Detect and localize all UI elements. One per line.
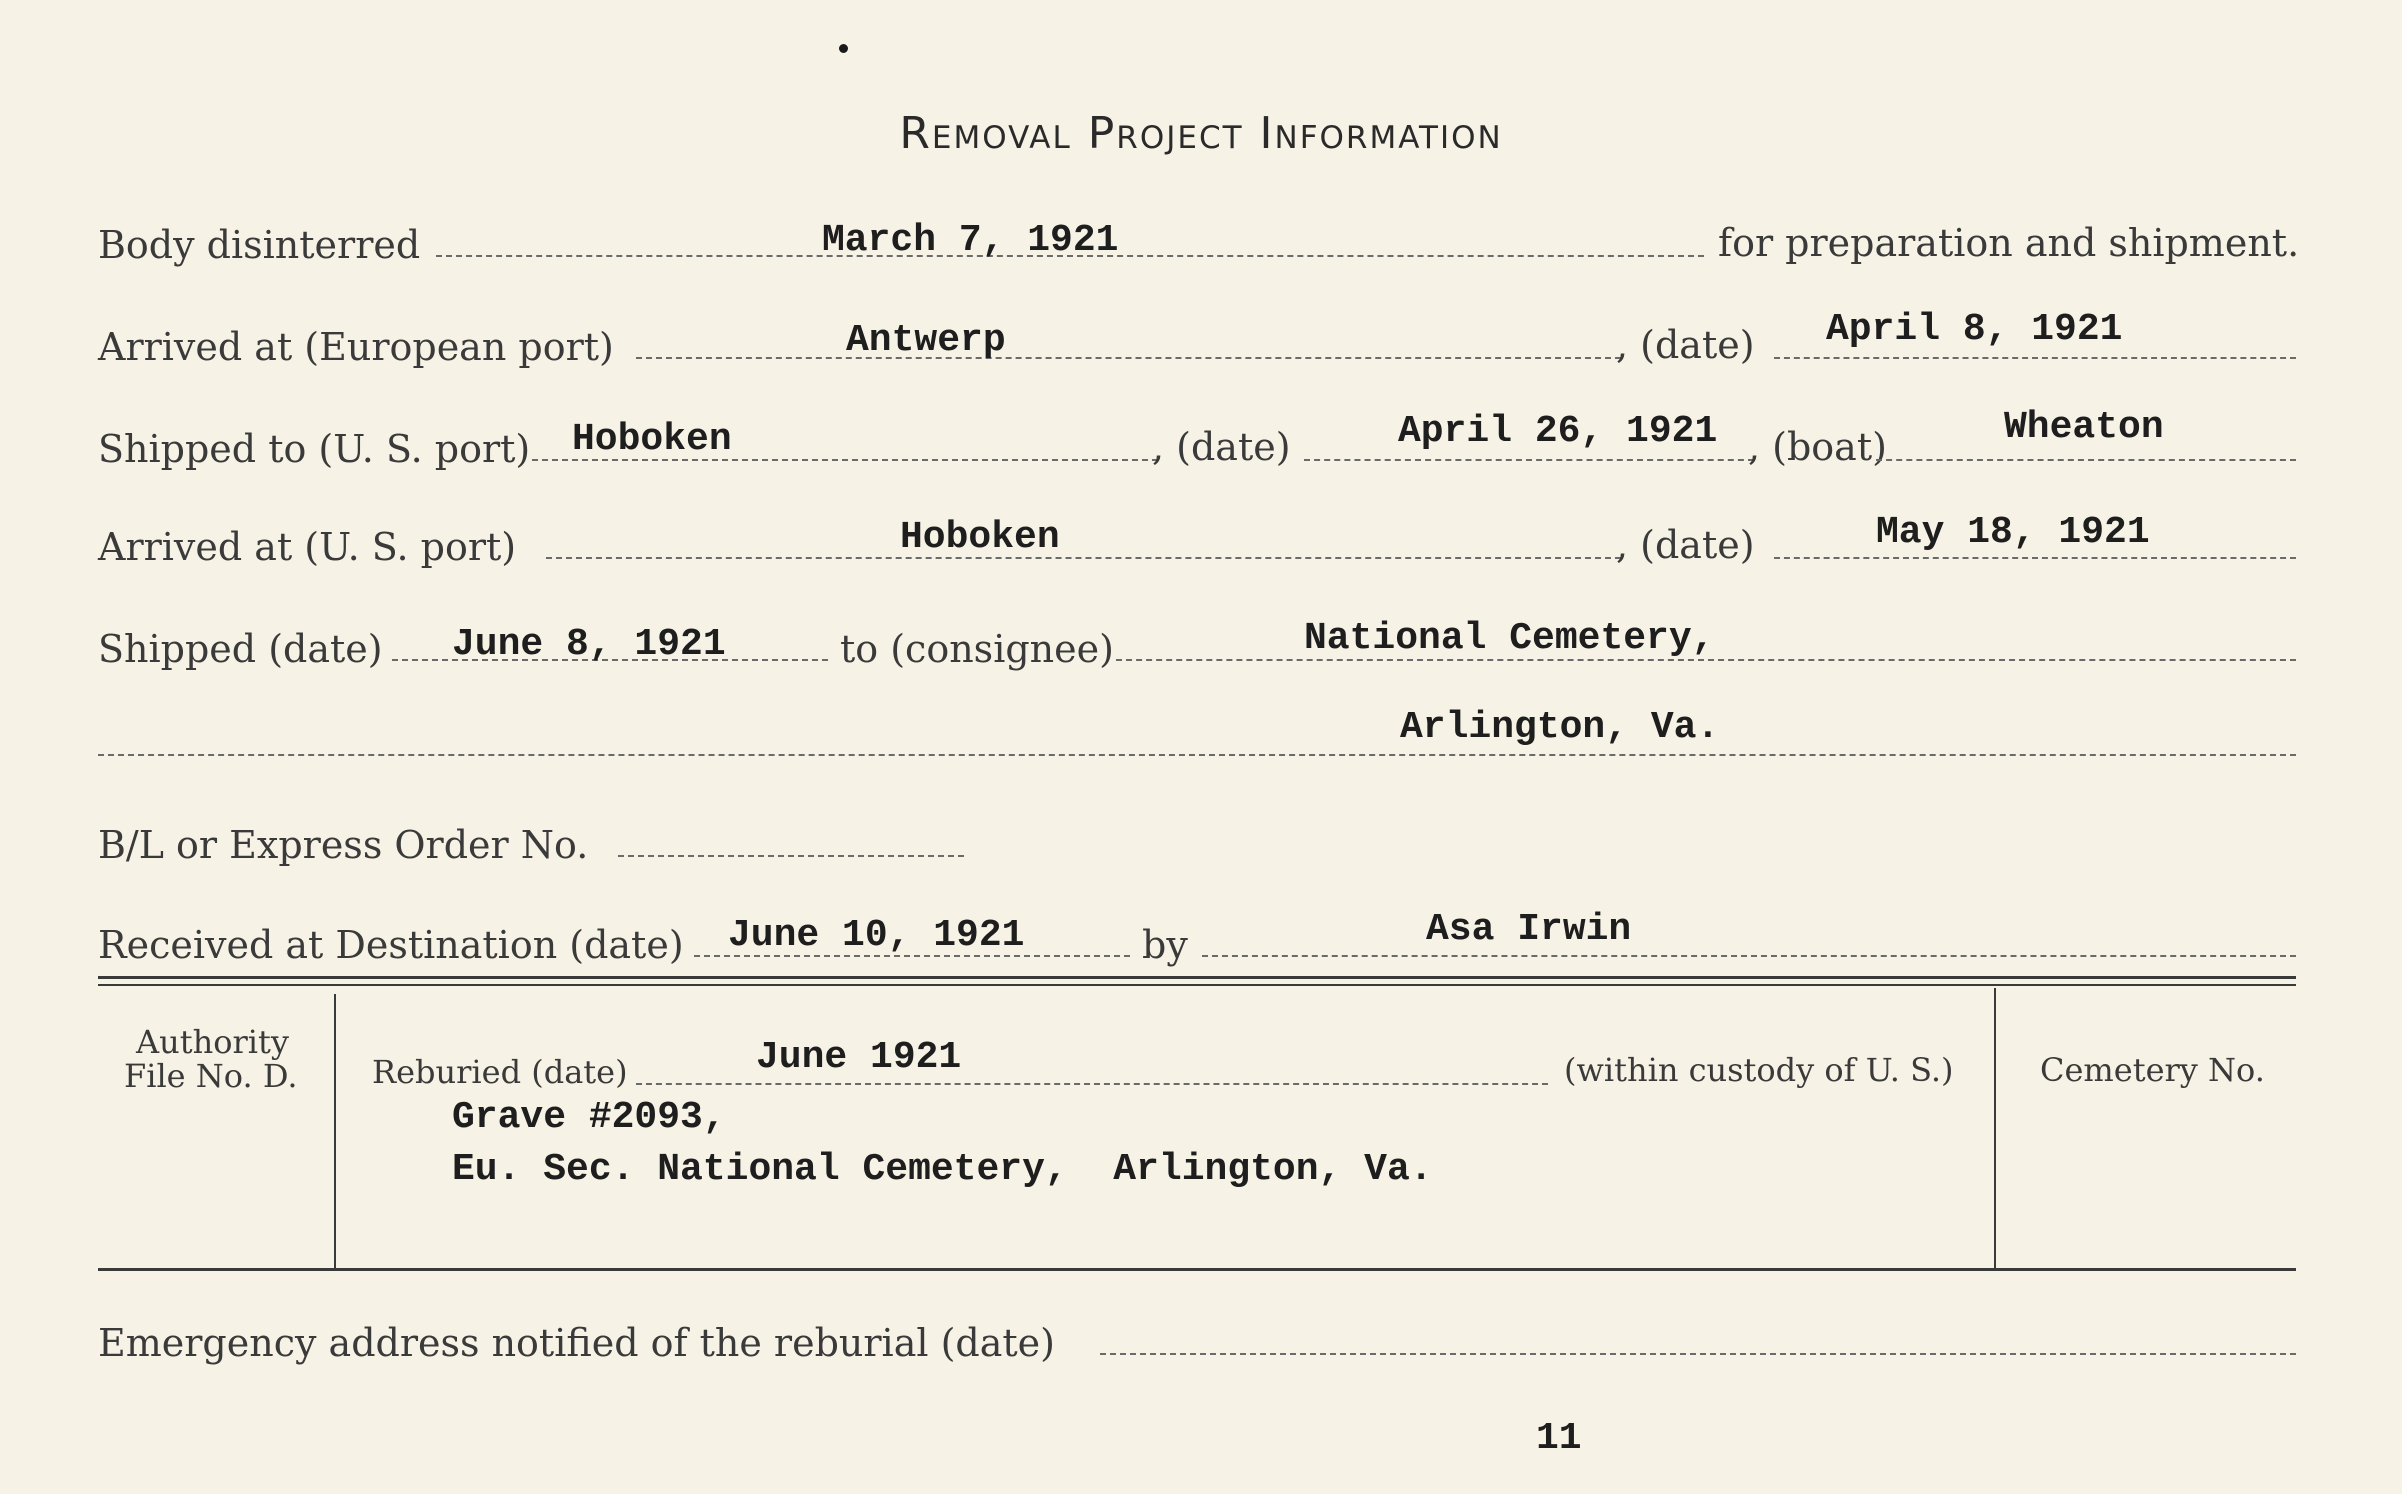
arrived-us-date-label: , (date) bbox=[1616, 523, 1755, 567]
box-divider-left bbox=[334, 994, 336, 1268]
cemetery-no-label: Cemetery No. bbox=[2040, 1051, 2265, 1089]
received-by-line bbox=[1202, 955, 2296, 957]
arrived-europe-value: Antwerp bbox=[846, 319, 1006, 362]
consignee-2: Arlington, Va. bbox=[1400, 706, 1720, 749]
arrived-europe-date: April 8, 1921 bbox=[1826, 308, 2123, 351]
received-date: June 10, 1921 bbox=[728, 914, 1025, 957]
page-mark: 11 bbox=[1536, 1417, 1582, 1460]
arrived-europe-line bbox=[636, 357, 1621, 359]
shipped-us-boat-label: , (boat) bbox=[1748, 425, 1887, 469]
card-title: Removal Project Information bbox=[899, 108, 1503, 159]
shipped-us-label: Shipped to (U. S. port) bbox=[98, 427, 531, 471]
arrived-us-date: May 18, 1921 bbox=[1876, 511, 2150, 554]
authority-label-1: Authority bbox=[136, 1023, 289, 1061]
custody-label: (within custody of U. S.) bbox=[1564, 1051, 1954, 1089]
box-divider-right bbox=[1994, 988, 1996, 1268]
shipped-us-boat-line bbox=[1876, 459, 2296, 461]
grave-location: Eu. Sec. National Cemetery, Arlington, Va. bbox=[452, 1148, 1433, 1191]
consignee-line-2 bbox=[98, 754, 2296, 756]
authority-label-2: File No. D. bbox=[124, 1057, 298, 1095]
box-bottom-rule bbox=[98, 1268, 2296, 1271]
emergency-line bbox=[1100, 1353, 2296, 1355]
shipped-label: Shipped (date) bbox=[98, 627, 383, 671]
disinterred-suffix: for preparation and shipment. bbox=[1718, 221, 2300, 265]
arrived-us-label: Arrived at (U. S. port) bbox=[98, 525, 517, 569]
arrived-us-value: Hoboken bbox=[900, 516, 1060, 559]
received-by-label: by bbox=[1142, 923, 1188, 967]
shipped-to-label: to (consignee) bbox=[840, 627, 1114, 671]
disinterred-value: March 7, 1921 bbox=[822, 219, 1119, 262]
reburied-line bbox=[636, 1083, 1548, 1085]
reburied-date: June 1921 bbox=[756, 1036, 962, 1079]
arrived-europe-date-line bbox=[1774, 357, 2296, 359]
shipped-us-date-line bbox=[1304, 459, 1754, 461]
bl-label: B/L or Express Order No. bbox=[98, 823, 589, 867]
arrived-europe-date-label: , (date) bbox=[1616, 323, 1755, 367]
shipped-date: June 8, 1921 bbox=[452, 623, 726, 666]
shipped-us-date-label: , (date) bbox=[1152, 425, 1291, 469]
arrived-europe-label: Arrived at (European port) bbox=[98, 325, 614, 369]
shipped-us-date: April 26, 1921 bbox=[1398, 410, 1718, 453]
box-top-rule bbox=[98, 976, 2296, 979]
received-label: Received at Destination (date) bbox=[98, 923, 684, 967]
arrived-us-date-line bbox=[1774, 557, 2296, 559]
arrived-us-line bbox=[546, 557, 1621, 559]
grave-number: Grave #2093, bbox=[452, 1096, 726, 1139]
shipped-us-boat: Wheaton bbox=[2004, 406, 2164, 449]
reburied-label: Reburied (date) bbox=[372, 1053, 628, 1091]
received-by: Asa Irwin bbox=[1426, 908, 1632, 951]
box-top-rule-inner bbox=[98, 984, 2296, 986]
shipped-us-value: Hoboken bbox=[572, 418, 732, 461]
disinterred-label: Body disinterred bbox=[98, 223, 421, 267]
emergency-label: Emergency address notified of the reburial (date) bbox=[98, 1321, 1055, 1365]
bl-line bbox=[618, 855, 964, 857]
ink-dot bbox=[839, 44, 848, 53]
consignee-1: National Cemetery, bbox=[1304, 617, 1715, 660]
